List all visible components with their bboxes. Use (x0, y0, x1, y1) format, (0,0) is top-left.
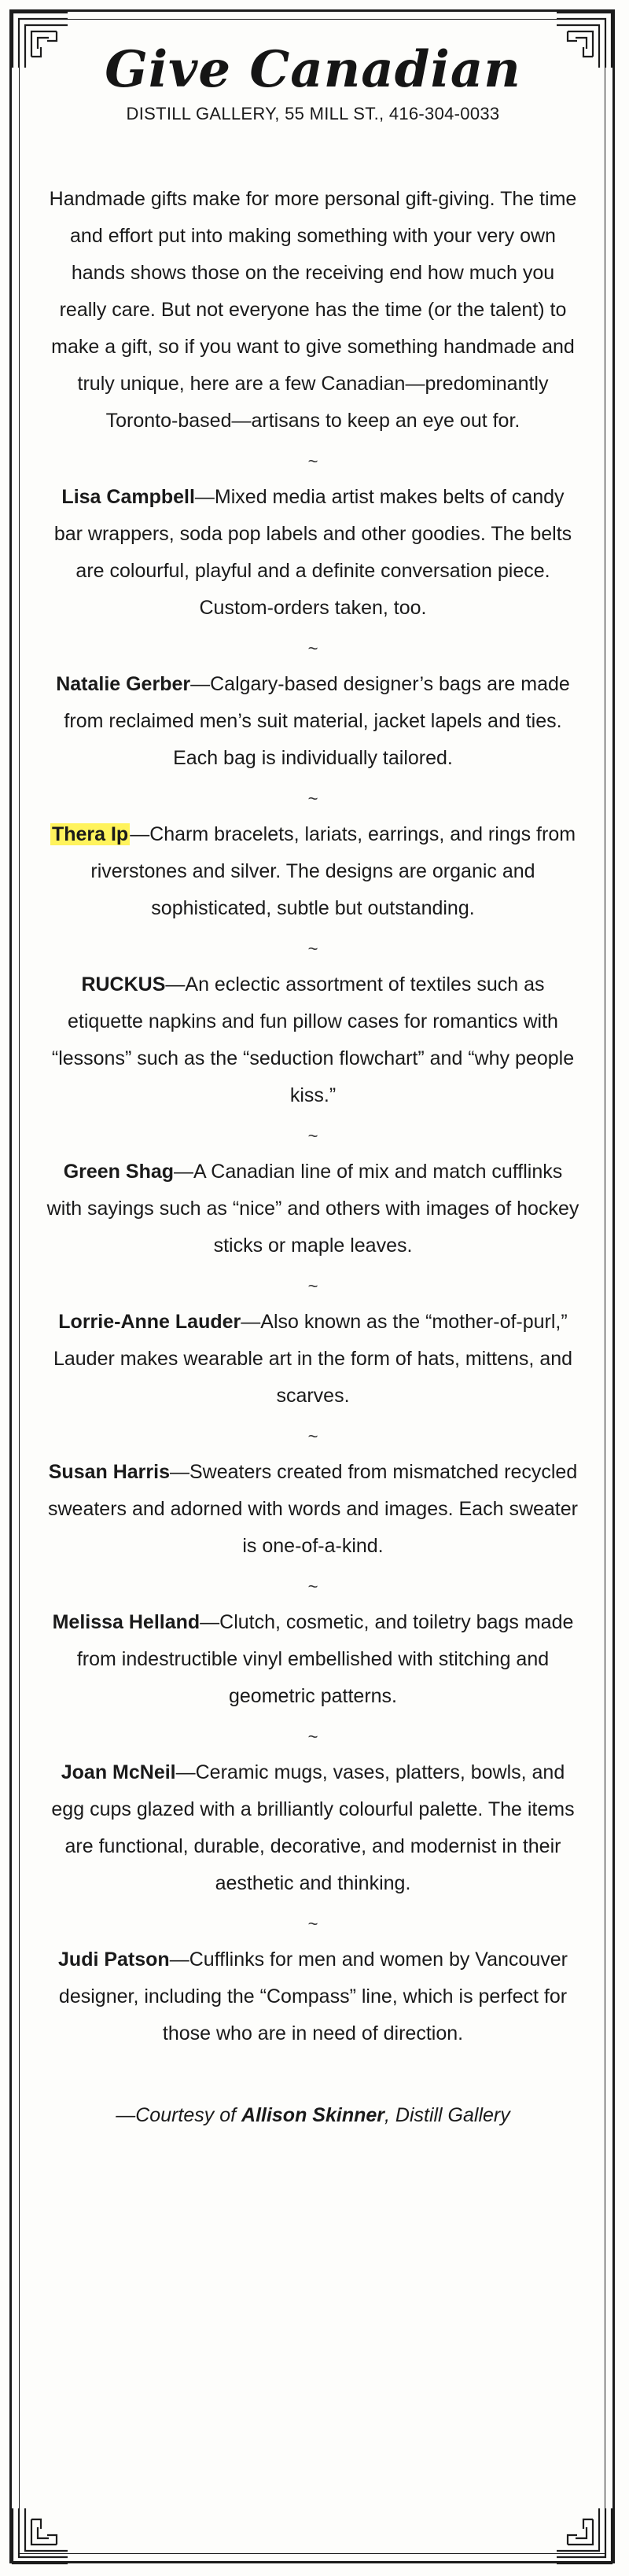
artisan-entry (46, 1154, 580, 1264)
separator: ~ (307, 1426, 318, 1446)
artisan-name: Lisa Campbell (61, 486, 195, 508)
credit-name: Allison Skinner (241, 2104, 384, 2126)
artisan-entry (46, 1304, 580, 1415)
artisan-entry (46, 1604, 580, 1715)
artisan-entry (46, 816, 580, 927)
artisan-description: —Mixed media artist makes belts of candy bar wrappers, soda pop labels and other goodies. The belts are colourful, playful and a definite conversation piece. Custom-orders taken, too. (53, 486, 572, 619)
artisan-description: —A Canadian line of mix and match cufflinks with sayings such as “nice” and others with images of hockey sticks or maple leaves. (46, 1161, 579, 1257)
page-title: Give Canadian (105, 40, 521, 99)
artisan-description: —Also known as the “mother-of-purl,” Lauder makes wearable art in the form of hats, mittens, and scarves. (53, 1311, 573, 1407)
artisan-name: Joan McNeil (61, 1761, 176, 1783)
separator: ~ (307, 638, 318, 658)
artisan-name: Susan Harris (48, 1461, 170, 1483)
artisan-name: Melissa Helland (52, 1611, 200, 1633)
artisan-entry (46, 966, 580, 1114)
separator: ~ (307, 1727, 318, 1746)
separator: ~ (307, 939, 318, 959)
separator: ~ (307, 789, 318, 808)
artisan-name: Judi Patson (58, 1949, 170, 1971)
artisan-description: —An eclectic assortment of textiles such as etiquette napkins and fun pillow cases for romantics with “lessons” such as the “seduction flowchart” and “why people kiss.” (51, 973, 575, 1106)
corner-ornament-icon (9, 2505, 71, 2567)
gallery-address: DISTILL GALLERY, 55 MILL ST., 416-304-0033 (126, 104, 500, 123)
artisan-description: —Sweaters created from mismatched recycled sweaters and adorned with words and images. Each sweater is one-of-a-kind. (48, 1461, 578, 1557)
intro-paragraph: Handmade gifts make for more personal gift-giving. The time and effort put into making something with your very own hands shows those on the receiving end how much you really care. But not everyone has the time (or the talent) to make a gift, so if you want to give something handmade and truly unique, here are a few Canadian—predominantly Toronto-based—artisans to keep an eye out for. (49, 188, 577, 432)
separator: ~ (307, 451, 318, 471)
separator: ~ (307, 1276, 318, 1296)
artisan-description: —Ceramic mugs, vases, platters, bowls, and egg cups glazed with a brilliantly colourful palette. The items are functional, durable, decorative, and modernist in their aesthetic and thinking. (51, 1761, 575, 1894)
artisan-description: —Cufflinks for men and women by Vancouver designer, including the “Compass” line, which is perfect for those who are in need of direction. (58, 1949, 568, 2044)
artisan-description: —Calgary-based designer’s bags are made from reclaimed men’s suit material, jacket lapels and ties. Each bag is individually tailored. (64, 673, 570, 769)
credit-line (46, 2101, 580, 2129)
artisan-entry (46, 666, 580, 777)
artisan-name: Lorrie-Anne Lauder (58, 1311, 241, 1333)
artisan-entry (46, 1941, 580, 2052)
separator: ~ (307, 1126, 318, 1146)
artisan-description: —Clutch, cosmetic, and toiletry bags made from indestructible vinyl embellished with stitching and geometric patterns. (76, 1611, 574, 1707)
artisan-name-highlighted: Thera Ip (51, 823, 129, 845)
article-content (46, 41, 580, 2129)
separator: ~ (307, 1914, 318, 1934)
artisan-description: —Charm bracelets, lariats, earrings, and rings from riverstones and silver. The designs are organic and sophisticated, subtle but outstanding. (90, 823, 576, 919)
artisan-entry (46, 1454, 580, 1565)
credit-prefix: —Courtesy of (116, 2104, 242, 2126)
credit-suffix: , Distill Gallery (384, 2104, 510, 2126)
separator: ~ (307, 1577, 318, 1596)
artisan-name: Natalie Gerber (56, 673, 191, 695)
artisan-entry (46, 1754, 580, 1902)
corner-ornament-icon (554, 2505, 615, 2567)
artisan-entry (46, 479, 580, 627)
artisan-name: RUCKUS (81, 973, 166, 995)
artisan-name: Green Shag (63, 1161, 175, 1183)
